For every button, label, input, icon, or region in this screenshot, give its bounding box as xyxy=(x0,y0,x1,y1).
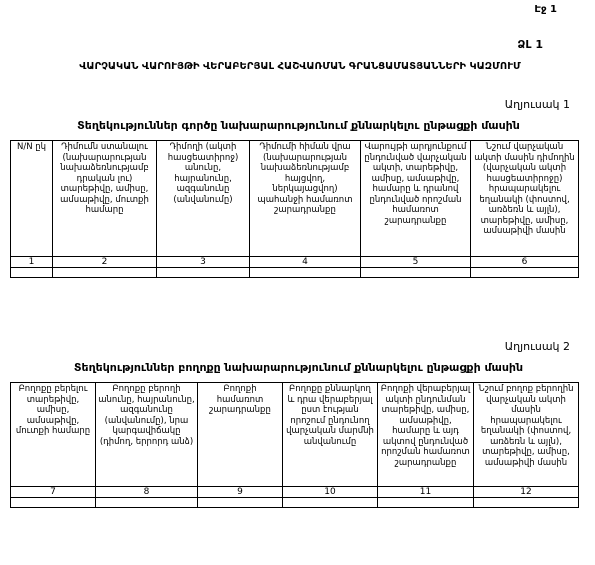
table2-header-row xyxy=(11,383,579,487)
table2-column-number: 11 xyxy=(378,487,474,498)
table2-header-cell: Բողոքի համառոտ շարադրանքը xyxy=(198,383,283,487)
table2-header-cell: Բողոքի վերաբերյալ ակտի ընդունման տարեթիվը, ամիսը, ամսաթիվը, համարը և այդ ակտով ընդունված որոշման համառոտ շարադրանքը xyxy=(378,383,474,487)
document-title: ՎԱՐՉԱԿԱՆ ՎԱՐՈՒՅԹԻ ՎԵՐԱԲԵՐՅԱԼ ՀԱՇՎԱՌՄԱՆ ԳՐԱՆՑԱՄԱՏՅԱՆՆԵՐԻ ԿԱԶՄՈՒՄ xyxy=(79,61,521,72)
table1-column-number: 5 xyxy=(361,257,471,268)
table2-header-cell: Բողոքը բերելու տարեթիվը, ամիսը, ամսաթիվը, մուտքի համարը xyxy=(11,383,96,487)
table2-column-number: 7 xyxy=(11,487,96,498)
table2-number-row xyxy=(11,487,579,498)
table2-title: Տեղեկություններ բողոքը նախարարությունում քննարկելու ընթացքի մասին xyxy=(73,361,524,374)
table1 xyxy=(10,140,579,278)
table2-header-cell: Բողոքը բերողի անունը, հայրանունը, ազգանունը (անվանումը), նրա կարգավիճակը (դիմող, երրորդ անձ) xyxy=(96,383,198,487)
table2-header-cell: Բողոքը քննարկող և դրա վերաբերյալ ըստ էության որոշում ընդունող վարչական մարմնի անվանումը xyxy=(283,383,378,487)
table1-title: Տեղեկություններ գործը նախարարությունում քննարկելու ընթացքի մասին xyxy=(77,119,520,132)
table1-header-cell: N/N ըկ xyxy=(11,141,53,257)
table1-column-number: 4 xyxy=(250,257,361,268)
table1-number-row xyxy=(11,257,579,268)
table2-blank-cell[interactable] xyxy=(474,498,579,508)
table1-column-number: 2 xyxy=(53,257,157,268)
table1-header-cell: Նշում վարչական ակտի մասին դիմողին (վարչական ակտի հասցեատիրոջը) հրապարակելու եղանակի (փոստով, առձեռն և այլն), տարեթիվը, ամիսը, ամսաթիվի մասին xyxy=(471,141,579,257)
table1-label: Աղյուսակ 1 xyxy=(504,98,570,111)
table2-header-cell: Նշում բողոք բերողին վարչական ակտի մասին հրապարակելու եղանակի (փոստով, առձեռն և այլն), տարեթիվը, ամիսը, ամսաթիվի մասին xyxy=(474,383,579,487)
form-number: ՁԼ 1 xyxy=(517,38,543,51)
table1-blank-cell[interactable] xyxy=(471,268,579,278)
table1-header-cell: Վարույթի արդյունքում ընդունված վարչական ակտի, տարեթիվը, ամիսը, ամսաթիվը, համարը և դրանով ընդունված որոշման համառոտ շարադրանքը xyxy=(361,141,471,257)
table1-column-number: 6 xyxy=(471,257,579,268)
table2-blank-cell[interactable] xyxy=(198,498,283,508)
table1-header-cell: Դիմումն ստանալու (նախարարության նախաձեռնությամբ դրական լու) տարեթիվը, ամիսը, ամսաթիվը, մուտքի համարը xyxy=(53,141,157,257)
table1-blank-cell[interactable] xyxy=(361,268,471,278)
table2-blank-cell[interactable] xyxy=(378,498,474,508)
table1-column-number: 1 xyxy=(11,257,53,268)
table2-blank-cell[interactable] xyxy=(96,498,198,508)
table1-blank-cell[interactable] xyxy=(53,268,157,278)
table2-column-number: 8 xyxy=(96,487,198,498)
table1-blank-cell[interactable] xyxy=(157,268,250,278)
table2-column-number: 12 xyxy=(474,487,579,498)
table1-header-cell: Դիմողի (ակտի հասցեատիրոջ) անունը, հայրանունը, ազգանունը (անվանումը) xyxy=(157,141,250,257)
page-number: Էջ 1 xyxy=(534,4,557,15)
table1-header-row xyxy=(11,141,579,257)
table1-blank-row xyxy=(11,268,579,278)
table1-header-cell: Դիմումի հիման վրա (նախարարության նախաձեռնությամբ հայցվող, ներկայացվող) պահանջի համառոտ շարադրանքը xyxy=(250,141,361,257)
table1-column-number: 3 xyxy=(157,257,250,268)
table2 xyxy=(10,382,579,508)
table2-column-number: 9 xyxy=(198,487,283,498)
table2-blank-cell[interactable] xyxy=(11,498,96,508)
table2-blank-cell[interactable] xyxy=(283,498,378,508)
table2-label: Աղյուսակ 2 xyxy=(504,340,570,353)
table2-column-number: 10 xyxy=(283,487,378,498)
table1-blank-cell[interactable] xyxy=(11,268,53,278)
table2-blank-row xyxy=(11,498,579,508)
table1-blank-cell[interactable] xyxy=(250,268,361,278)
